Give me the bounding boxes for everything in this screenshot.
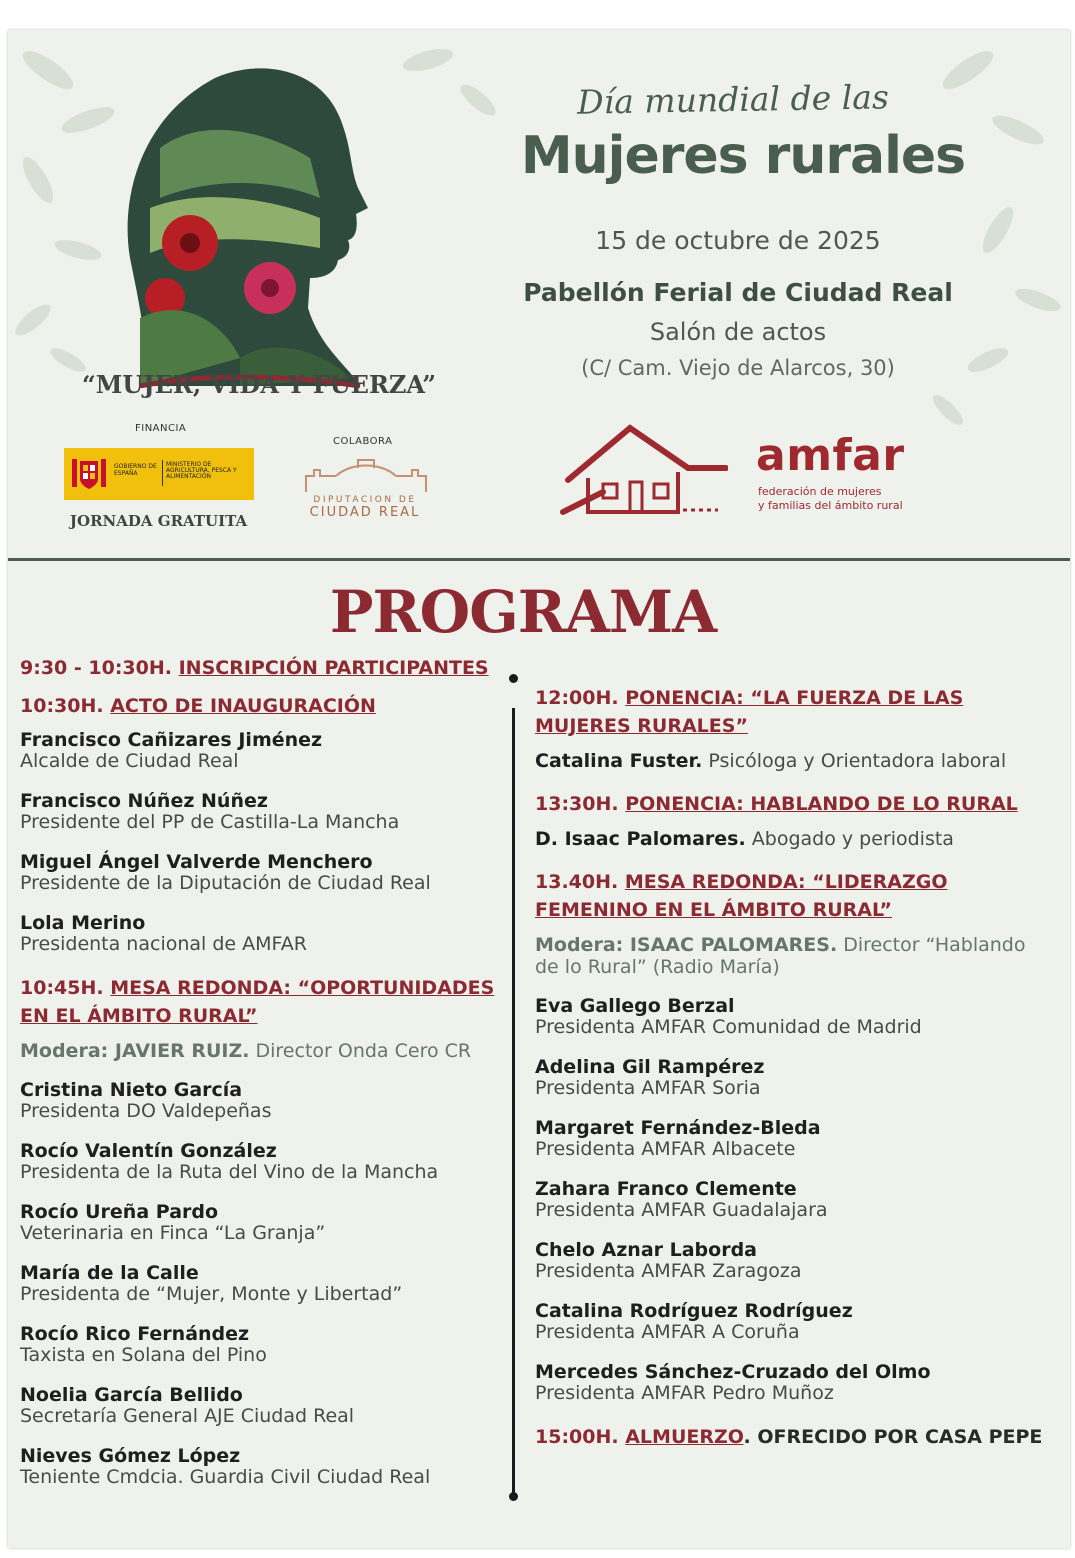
speaker-name: Francisco Cañizares Jiménez — [20, 729, 323, 751]
speaker — [20, 1263, 500, 1305]
program-left-column — [20, 654, 500, 1507]
moderator — [20, 1040, 500, 1062]
event-time: 10:45H. — [20, 977, 111, 999]
event-title: INSCRIPCIÓN PARTICIPANTES — [178, 657, 489, 679]
government-logo — [64, 448, 254, 500]
event-title: PONENCIA: HABLANDO DE LO RURAL — [625, 793, 1018, 815]
diputacion-line2: CIUDAD REAL — [309, 505, 421, 520]
speaker-role: Presidenta AMFAR Zaragoza — [535, 1260, 802, 1282]
title-main: Mujeres rurales — [520, 126, 966, 186]
amfar-subtitle — [758, 485, 903, 513]
speaker-name: Catalina Rodríguez Rodríguez — [535, 1300, 853, 1322]
diputacion-line1: DIPUTACION DE — [313, 495, 417, 505]
speaker-name: Chelo Aznar Laborda — [535, 1239, 758, 1261]
speaker — [535, 1057, 1055, 1099]
speaker-name: Lola Merino — [20, 912, 146, 934]
speaker — [20, 1324, 500, 1366]
timeline-line — [512, 708, 515, 1498]
moderator-label: Modera: JAVIER RUIZ. — [20, 1040, 250, 1062]
speaker — [535, 1301, 1055, 1343]
event-time: 15:00H. — [535, 1426, 626, 1448]
speaker-name: Rocío Ureña Pardo — [20, 1201, 219, 1223]
event-ponencia-fuerza — [535, 684, 1055, 740]
event-date: 15 de octubre de 2025 — [595, 226, 881, 255]
gov-line2: MINISTERIO DE AGRICULTURA, PESCA Y ALIMENTACIÓN — [166, 461, 237, 480]
event-inscripcion — [20, 654, 500, 682]
poster — [8, 30, 1070, 1548]
event-time: 9:30 - 10:30H. — [20, 657, 179, 679]
speaker-name: Rocío Rico Fernández — [20, 1323, 250, 1345]
speaker-role: Presidenta DO Valdepeñas — [20, 1100, 272, 1122]
speaker-name: Catalina Fuster. — [535, 750, 703, 772]
spain-shield-icon — [70, 455, 108, 493]
speaker-name: Eva Gallego Berzal — [535, 995, 735, 1017]
moderator-text: Director “Hablando de lo Rural” (Radio María) — [535, 934, 1026, 978]
speaker-role: Presidenta AMFAR Albacete — [535, 1138, 796, 1160]
amfar-logo-text: amfar — [756, 430, 905, 481]
colabora-label: COLABORA — [333, 436, 393, 447]
speaker-role: Presidenta de “Mujer, Monte y Libertad” — [20, 1283, 403, 1305]
motto: “MUJER, VIDA Y FUERZA” — [81, 370, 437, 399]
event-title: ACTO DE INAUGURACIÓN — [110, 695, 376, 717]
speaker-name: Mercedes Sánchez-Cruzado del Olmo — [535, 1361, 931, 1383]
speaker-inline — [535, 828, 1055, 850]
speaker-name: Rocío Valentín González — [20, 1140, 277, 1162]
speaker-role: Presidenta AMFAR Comunidad de Madrid — [535, 1016, 922, 1038]
speaker — [20, 730, 500, 772]
speaker — [535, 1179, 1055, 1221]
event-tail: . OFRECIDO POR CASA PEPE — [743, 1426, 1043, 1448]
speaker-role: Taxista en Solana del Pino — [20, 1344, 267, 1366]
event-ponencia-rural — [535, 790, 1055, 818]
speaker-role: Presidenta AMFAR A Coruña — [535, 1321, 800, 1343]
speaker — [535, 1240, 1055, 1282]
speaker — [535, 996, 1055, 1038]
speaker-role: Presidente de la Diputación de Ciudad Real — [20, 872, 431, 894]
speaker-name: María de la Calle — [20, 1262, 199, 1284]
gov-line1: GOBIERNO DE ESPAÑA — [114, 463, 157, 477]
speaker — [20, 1446, 500, 1488]
speaker-role: Veterinaria en Finca “La Granja” — [20, 1222, 326, 1244]
event-mesa-oportunidades — [20, 974, 500, 1030]
venue: Pabellón Ferial de Ciudad Real — [523, 278, 953, 307]
speaker-role: Presidenta AMFAR Pedro Muñoz — [535, 1382, 834, 1404]
programa-title: PROGRAMA — [329, 578, 717, 646]
speaker-name: Nieves Gómez López — [20, 1445, 241, 1467]
speaker-role: Presidenta de la Ruta del Vino de la Mancha — [20, 1161, 439, 1183]
speaker-role: Teniente Cmdcia. Guardia Civil Ciudad Real — [20, 1466, 431, 1488]
address: (C/ Cam. Viejo de Alarcos, 30) — [581, 356, 895, 380]
room: Salón de actos — [649, 318, 827, 346]
amfar-sub-line2: y familias del ámbito rural — [758, 499, 903, 512]
divider — [8, 558, 1070, 561]
speaker-name: Miguel Ángel Valverde Menchero — [20, 851, 373, 873]
program-right-column — [535, 684, 1055, 1461]
speaker-name: Margaret Fernández-Bleda — [535, 1117, 821, 1139]
gov-separator — [162, 460, 163, 486]
speaker — [535, 1118, 1055, 1160]
speaker — [20, 852, 500, 894]
speaker — [20, 1141, 500, 1183]
speaker-role: Alcalde de Ciudad Real — [20, 750, 239, 772]
financia-label: FINANCIA — [135, 423, 187, 434]
event-time: 13:30H. — [535, 793, 626, 815]
speaker-role: Secretaría General AJE Ciudad Real — [20, 1405, 355, 1427]
speaker-role: Presidenta nacional de AMFAR — [20, 933, 307, 955]
speaker-name: Noelia García Bellido — [20, 1384, 243, 1406]
title-script: Día mundial de las — [576, 77, 890, 122]
speaker — [20, 913, 500, 955]
jornada-gratuita: JORNADA GRATUITA — [69, 512, 248, 530]
speaker-name: Francisco Núñez Núñez — [20, 790, 268, 812]
speaker-name: D. Isaac Palomares. — [535, 828, 746, 850]
event-almuerzo — [535, 1423, 1055, 1451]
speaker-name: Adelina Gil Rampérez — [535, 1056, 765, 1078]
speaker-role: Presidenta AMFAR Guadalajara — [535, 1199, 828, 1221]
speaker — [20, 791, 500, 833]
speaker-name: Zahara Franco Clemente — [535, 1178, 797, 1200]
event-time: 10:30H. — [20, 695, 111, 717]
speaker — [20, 1080, 500, 1122]
event-title: MESA REDONDA: “LIDERAZGO FEMENINO EN EL ÁMBITO RURAL” — [535, 871, 948, 921]
speaker-role: Abogado y periodista — [745, 828, 954, 850]
speaker — [20, 1202, 500, 1244]
speaker-role: Presidenta AMFAR Soria — [535, 1077, 761, 1099]
event-title: ALMUERZO — [625, 1426, 744, 1448]
moderator-text: Director Onda Cero CR — [249, 1040, 472, 1062]
amfar-sub-line1: federación de mujeres — [758, 485, 882, 498]
event-time: 13.40H. — [535, 871, 625, 893]
event-title: PONENCIA: “LA FUERZA DE LAS MUJERES RURALES” — [535, 687, 964, 737]
speaker — [535, 1362, 1055, 1404]
event-inauguracion — [20, 692, 500, 720]
timeline-dot-top — [509, 674, 518, 683]
event-time: 12:00H. — [535, 687, 626, 709]
amfar-house-icon — [558, 420, 728, 530]
speaker-role: Psicóloga y Orientadora laboral — [702, 750, 1007, 772]
woman-silhouette-illustration — [120, 58, 370, 388]
timeline-dot-bottom — [509, 1492, 518, 1501]
event-mesa-liderazgo — [535, 868, 1055, 924]
speaker — [20, 1385, 500, 1427]
moderator-label: Modera: ISAAC PALOMARES. — [535, 934, 838, 956]
event-title: MESA REDONDA: “OPORTUNIDADES EN EL ÁMBITO RURAL” — [20, 977, 495, 1027]
speaker-name: Cristina Nieto García — [20, 1079, 243, 1101]
speaker-inline — [535, 750, 1055, 772]
moderator — [535, 934, 1055, 978]
speaker-role: Presidente del PP de Castilla-La Mancha — [20, 811, 400, 833]
